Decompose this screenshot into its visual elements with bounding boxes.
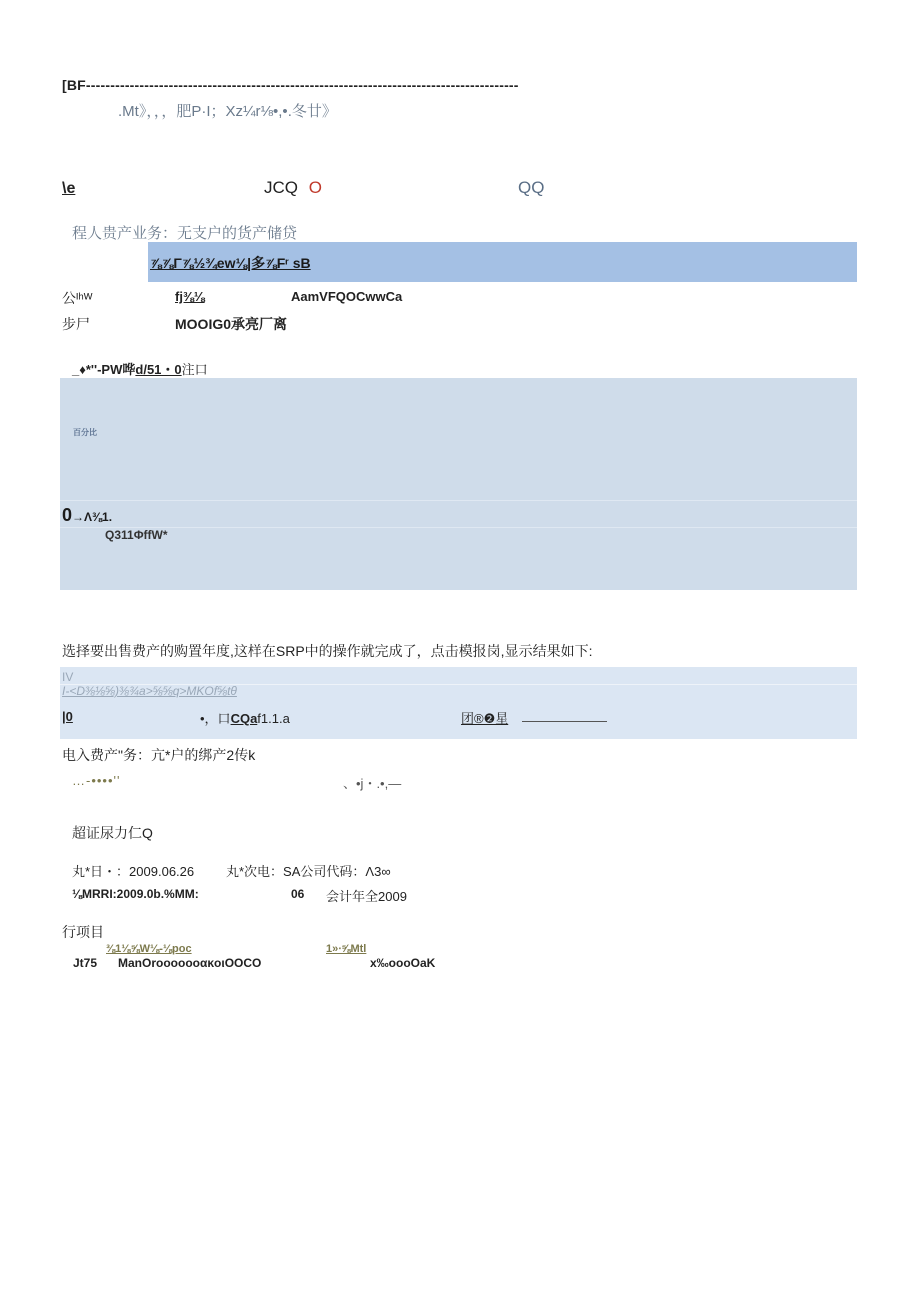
section1-row1-value: AamVFQOCwwCa	[291, 289, 403, 304]
result-middle	[200, 708, 290, 727]
report-row2-b: 06	[291, 887, 305, 901]
section1-row2-value: MOOIG0承亮厂离	[175, 316, 288, 332]
report-row3-c: x‰oooOaK	[370, 956, 436, 970]
result-left: |0	[62, 709, 73, 724]
header-subline: .Mt》，，，肥P·I；Xz¼r⅛•,•.冬廿》	[118, 103, 337, 120]
result-right: 团®❷星	[461, 711, 509, 726]
header-dashed-line: [BF-----------------------------------------------------------------------------------------	[62, 77, 519, 93]
section1-bar-text: ⅞⅞Γ⅞½¾ew⅛|多⅞Fʳ sB	[150, 255, 311, 271]
report-row2-a: ⅛MRRI:2009.0b.%MM:	[72, 887, 199, 901]
section2-big-suffix: →Λ⅜1.	[72, 510, 113, 524]
instruction-text: 选择要出售费产的购置年度,这样在SRP中的操作就完成了，点击模报岗,显示结果如下:	[62, 643, 593, 659]
section3-dots-right: 、•j・.•,—	[343, 776, 402, 791]
section1-row1-label: 公ᴵʰᵂ	[62, 290, 93, 306]
circle-icon: O	[308, 178, 322, 197]
top-row-center-text: JCQ	[264, 178, 298, 197]
result-middle-suffix: f1.1.a	[257, 711, 290, 726]
section2-percent-label: 百分比	[73, 428, 97, 437]
section2-title	[72, 359, 208, 378]
report-items-label: 行项目	[62, 924, 104, 940]
report-row2-c: 会计年全2009	[326, 889, 407, 904]
report-col-head-b: 1»∙⅝Mtl	[326, 943, 367, 955]
section3-dots-left: …-••••''	[72, 773, 121, 788]
section2-big-zero: 0	[62, 505, 73, 525]
section2-title-b: d/51・0	[135, 362, 182, 377]
section1-row2-label: 步尸	[62, 316, 90, 332]
section2-panel-divider	[60, 500, 857, 501]
top-row-center	[264, 178, 322, 198]
result-middle-prefix: •，口	[200, 711, 231, 726]
result-middle-code: CQa	[230, 711, 258, 726]
report-row3-b: ManOrooooooαĸoιOOCO	[118, 956, 262, 970]
section2-title-a: _♦*''-PW哗	[72, 362, 136, 377]
result-panel	[60, 667, 857, 739]
section2-panel-divider2	[60, 527, 857, 528]
report-title: 超证尿力仁Q	[72, 825, 153, 841]
report-row1-a: 丸*日・：2009.06.26	[72, 864, 195, 879]
section2-big-label	[62, 505, 112, 526]
section2-panel	[60, 378, 857, 590]
result-line1: IV	[62, 670, 74, 684]
section1-subtitle: 程人贵产业务：无支户的货产储贷	[72, 225, 298, 242]
result-line2: I-<D⅜⅛⅝)⅜¾a>⅝⅝q>MKOf⅝tθ	[62, 684, 237, 698]
report-col-head-a: ⅜1⅛⅝W⅛-⅛poc	[106, 943, 192, 955]
report-row3-a: Jt75	[73, 956, 98, 970]
top-row-left: \e	[62, 180, 76, 197]
section1-row1-code: fj⅜⅛	[175, 289, 205, 304]
top-row-right: QQ	[518, 178, 545, 197]
report-row1-b: 丸*次电：SA公司代码：Λ3∞	[226, 864, 391, 879]
section2-sub-label: Q311ΦffW*	[105, 528, 168, 542]
section3-title: 电入费产"务：亢*户的绑产2传k	[62, 747, 256, 763]
section2-title-c: 注口	[181, 362, 208, 377]
result-right-field	[522, 721, 607, 722]
